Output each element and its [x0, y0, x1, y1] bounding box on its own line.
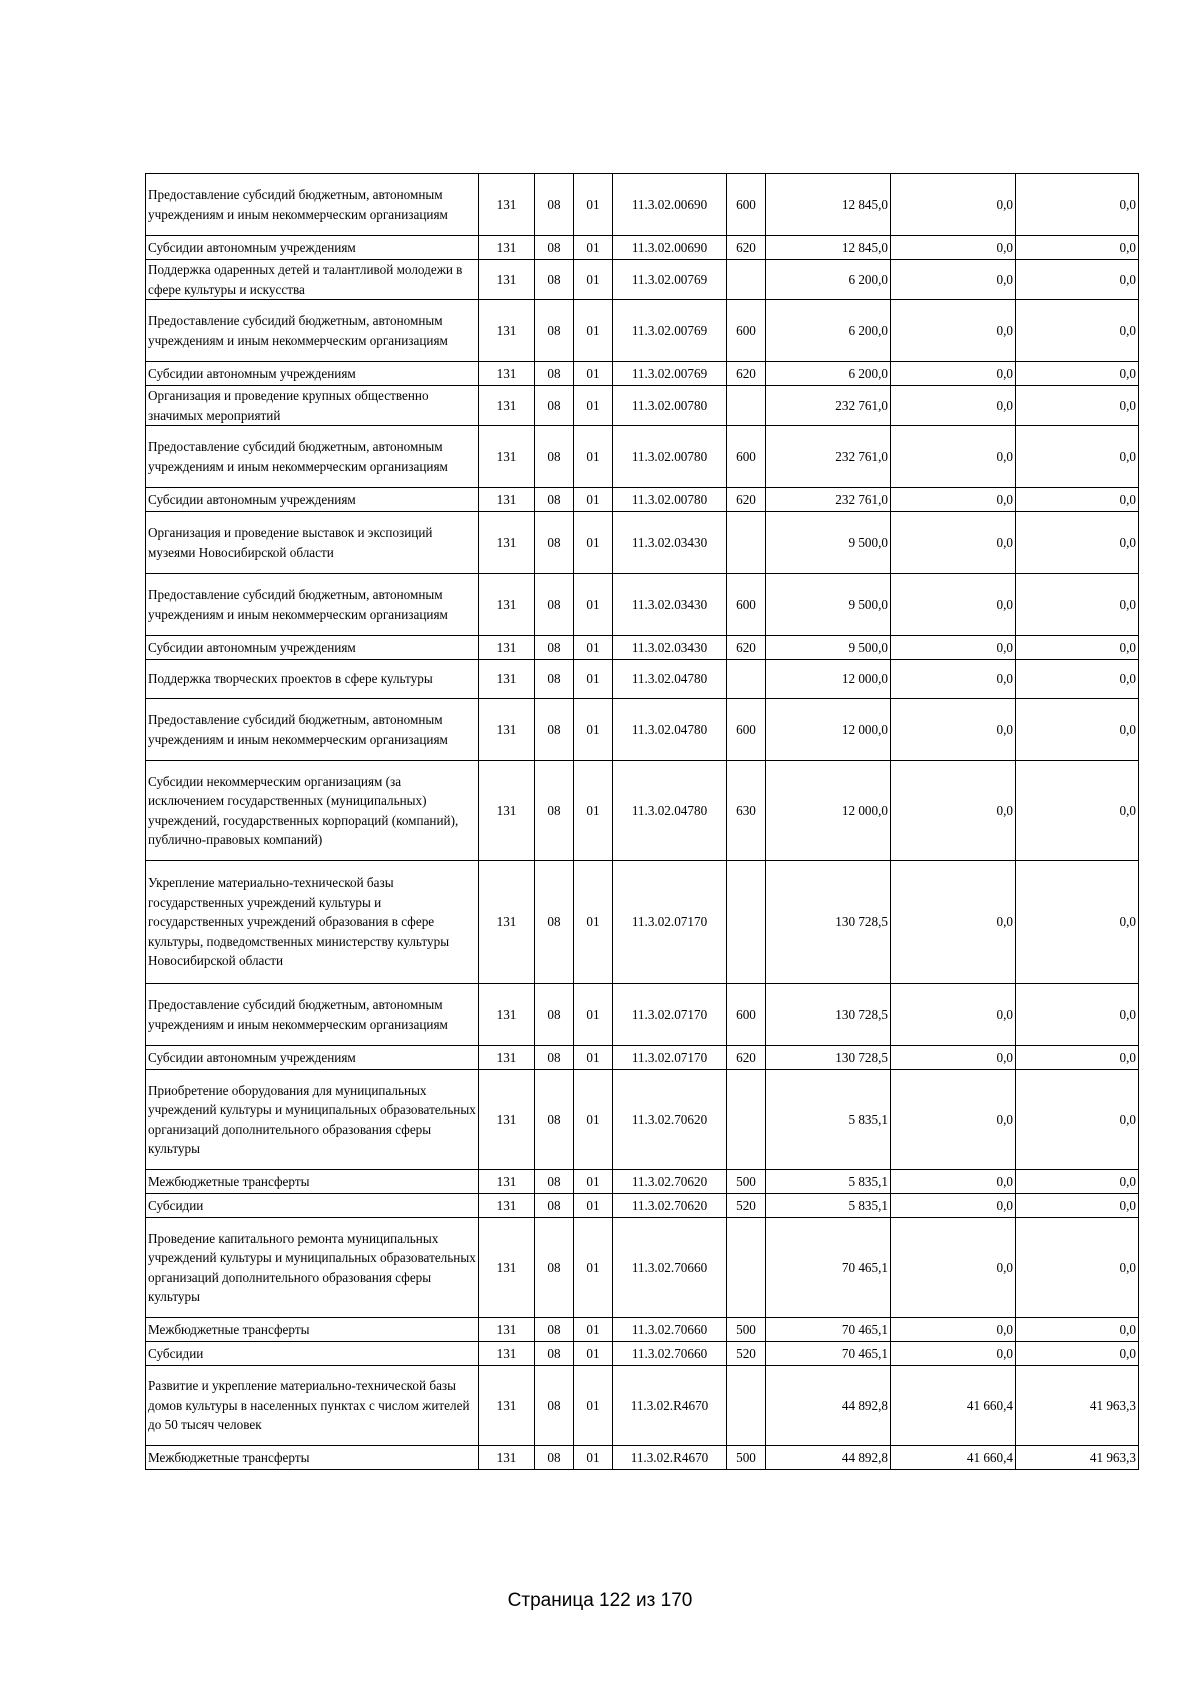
cell-subsection: 01: [574, 861, 613, 984]
cell-target-article: 11.3.02.70660: [613, 1342, 727, 1366]
cell-section: 08: [535, 1070, 574, 1170]
cell-section: 08: [535, 1194, 574, 1218]
table-row: [146, 174, 1139, 236]
cell-amount-year1: 12 000,0: [766, 660, 891, 699]
table-row: [146, 574, 1139, 636]
cell-subsection: 01: [574, 236, 613, 260]
cell-amount-year3: 41 963,3: [1016, 1366, 1139, 1446]
cell-amount-year1: 5 835,1: [766, 1070, 891, 1170]
cell-amount-year3: 0,0: [1016, 1318, 1139, 1342]
cell-name: Поддержка творческих проектов в сфере культуры: [146, 660, 479, 699]
cell-amount-year1: 12 000,0: [766, 699, 891, 761]
cell-amount-year3: 0,0: [1016, 1046, 1139, 1070]
cell-target-article: 11.3.02.70660: [613, 1218, 727, 1318]
cell-grbs: 131: [479, 174, 535, 236]
cell-name: Укрепление материально-технической базы государственных учреждений культуры и государственных учреждений образования в сфере культуры, подведомственных министерству культуры Новосибирской области: [146, 861, 479, 984]
cell-amount-year3: 0,0: [1016, 260, 1139, 300]
cell-expense-type: [727, 1070, 766, 1170]
cell-subsection: 01: [574, 300, 613, 362]
cell-amount-year2: 0,0: [891, 861, 1016, 984]
cell-name: Организация и проведение крупных общественно значимых мероприятий: [146, 386, 479, 426]
cell-subsection: 01: [574, 1070, 613, 1170]
cell-grbs: 131: [479, 1366, 535, 1446]
cell-name: Развитие и укрепление материально-технической базы домов культуры в населенных пунктах с числом жителей до 50 тысяч человек: [146, 1366, 479, 1446]
cell-section: 08: [535, 1170, 574, 1194]
cell-amount-year2: 0,0: [891, 1342, 1016, 1366]
cell-expense-type: 620: [727, 362, 766, 386]
cell-section: 08: [535, 574, 574, 636]
cell-section: 08: [535, 488, 574, 512]
cell-amount-year1: 6 200,0: [766, 362, 891, 386]
cell-subsection: 01: [574, 699, 613, 761]
cell-grbs: 131: [479, 660, 535, 699]
cell-amount-year3: 0,0: [1016, 488, 1139, 512]
cell-section: 08: [535, 1046, 574, 1070]
cell-target-article: 11.3.02.70660: [613, 1318, 727, 1342]
cell-amount-year1: 6 200,0: [766, 260, 891, 300]
cell-amount-year3: 0,0: [1016, 386, 1139, 426]
table-row: [146, 426, 1139, 488]
cell-amount-year1: 5 835,1: [766, 1170, 891, 1194]
table-row: [146, 300, 1139, 362]
cell-amount-year3: 0,0: [1016, 984, 1139, 1046]
cell-subsection: 01: [574, 386, 613, 426]
cell-expense-type: 500: [727, 1170, 766, 1194]
table-body: [146, 174, 1139, 1470]
cell-grbs: 131: [479, 699, 535, 761]
table-row: [146, 488, 1139, 512]
cell-subsection: 01: [574, 260, 613, 300]
cell-expense-type: 600: [727, 300, 766, 362]
cell-expense-type: [727, 386, 766, 426]
cell-amount-year1: 232 761,0: [766, 426, 891, 488]
table-row: [146, 1318, 1139, 1342]
cell-name: Предоставление субсидий бюджетным, автономным учреждениям и иным некоммерческим организациям: [146, 300, 479, 362]
cell-subsection: 01: [574, 362, 613, 386]
cell-section: 08: [535, 1318, 574, 1342]
cell-amount-year2: 0,0: [891, 236, 1016, 260]
cell-amount-year3: 0,0: [1016, 861, 1139, 984]
cell-section: 08: [535, 984, 574, 1046]
cell-name: Субсидии автономным учреждениям: [146, 488, 479, 512]
cell-amount-year2: 0,0: [891, 1318, 1016, 1342]
cell-name: Субсидии автономным учреждениям: [146, 362, 479, 386]
cell-grbs: 131: [479, 362, 535, 386]
cell-grbs: 131: [479, 1046, 535, 1070]
cell-name: Межбюджетные трансферты: [146, 1318, 479, 1342]
cell-subsection: 01: [574, 1194, 613, 1218]
cell-amount-year3: 0,0: [1016, 1218, 1139, 1318]
cell-target-article: 11.3.02.07170: [613, 984, 727, 1046]
cell-target-article: 11.3.02.R4670: [613, 1446, 727, 1470]
page-number: Страница 122 из 170: [507, 1590, 693, 1611]
cell-target-article: 11.3.02.07170: [613, 1046, 727, 1070]
cell-name: Субсидии некоммерческим организациям (за исключением государственных (муниципальных) учреждений, государственных корпораций (компаний), публично-правовых компаний): [146, 761, 479, 861]
cell-target-article: 11.3.02.00769: [613, 362, 727, 386]
cell-amount-year2: 0,0: [891, 636, 1016, 660]
cell-section: 08: [535, 386, 574, 426]
cell-subsection: 01: [574, 1046, 613, 1070]
table-row: [146, 1366, 1139, 1446]
cell-amount-year1: 12 845,0: [766, 236, 891, 260]
table-row: [146, 1218, 1139, 1318]
cell-amount-year2: 0,0: [891, 761, 1016, 861]
cell-amount-year3: 0,0: [1016, 761, 1139, 861]
cell-name: Субсидии автономным учреждениям: [146, 236, 479, 260]
cell-amount-year3: 0,0: [1016, 660, 1139, 699]
cell-amount-year2: 0,0: [891, 426, 1016, 488]
cell-amount-year2: 0,0: [891, 300, 1016, 362]
cell-amount-year3: 41 963,3: [1016, 1446, 1139, 1470]
cell-grbs: 131: [479, 761, 535, 861]
cell-subsection: 01: [574, 984, 613, 1046]
cell-amount-year1: 44 892,8: [766, 1366, 891, 1446]
cell-amount-year1: 12 000,0: [766, 761, 891, 861]
cell-expense-type: 600: [727, 426, 766, 488]
cell-name: Приобретение оборудования для муниципальных учреждений культуры и муниципальных образовательных организаций дополнительного образования сферы культуры: [146, 1070, 479, 1170]
cell-section: 08: [535, 699, 574, 761]
cell-amount-year2: 0,0: [891, 1046, 1016, 1070]
cell-section: 08: [535, 1446, 574, 1470]
cell-target-article: 11.3.02.00780: [613, 426, 727, 488]
cell-amount-year1: 130 728,5: [766, 1046, 891, 1070]
cell-subsection: 01: [574, 761, 613, 861]
cell-amount-year1: 130 728,5: [766, 984, 891, 1046]
cell-name: Межбюджетные трансферты: [146, 1170, 479, 1194]
cell-section: 08: [535, 1218, 574, 1318]
cell-amount-year3: 0,0: [1016, 1342, 1139, 1366]
cell-grbs: 131: [479, 1218, 535, 1318]
table-row: [146, 260, 1139, 300]
cell-target-article: 11.3.02.00780: [613, 488, 727, 512]
cell-amount-year1: 9 500,0: [766, 636, 891, 660]
cell-amount-year3: 0,0: [1016, 1070, 1139, 1170]
cell-subsection: 01: [574, 1342, 613, 1366]
cell-target-article: 11.3.02.04780: [613, 660, 727, 699]
cell-subsection: 01: [574, 1318, 613, 1342]
cell-target-article: 11.3.02.R4670: [613, 1366, 727, 1446]
cell-expense-type: [727, 512, 766, 574]
cell-subsection: 01: [574, 512, 613, 574]
cell-name: Организация и проведение выставок и экспозиций музеями Новосибирской области: [146, 512, 479, 574]
cell-target-article: 11.3.02.07170: [613, 861, 727, 984]
cell-amount-year2: 0,0: [891, 699, 1016, 761]
cell-amount-year3: 0,0: [1016, 174, 1139, 236]
cell-expense-type: [727, 1218, 766, 1318]
cell-expense-type: [727, 861, 766, 984]
table-row: [146, 1446, 1139, 1470]
table-row: [146, 1194, 1139, 1218]
cell-target-article: 11.3.02.70620: [613, 1070, 727, 1170]
cell-subsection: 01: [574, 1170, 613, 1194]
cell-section: 08: [535, 861, 574, 984]
cell-expense-type: 620: [727, 636, 766, 660]
cell-name: Предоставление субсидий бюджетным, автономным учреждениям и иным некоммерческим организациям: [146, 699, 479, 761]
cell-amount-year3: 0,0: [1016, 512, 1139, 574]
table-row: [146, 660, 1139, 699]
cell-grbs: 131: [479, 300, 535, 362]
cell-section: 08: [535, 660, 574, 699]
cell-grbs: 131: [479, 488, 535, 512]
cell-amount-year2: 0,0: [891, 1194, 1016, 1218]
cell-amount-year1: 5 835,1: [766, 1194, 891, 1218]
table-row: [146, 1342, 1139, 1366]
cell-amount-year3: 0,0: [1016, 362, 1139, 386]
cell-name: Поддержка одаренных детей и талантливой молодежи в сфере культуры и искусства: [146, 260, 479, 300]
cell-grbs: 131: [479, 260, 535, 300]
cell-subsection: 01: [574, 1218, 613, 1318]
cell-grbs: 131: [479, 861, 535, 984]
cell-subsection: 01: [574, 636, 613, 660]
budget-table: [145, 173, 1139, 1470]
cell-name: Предоставление субсидий бюджетным, автономным учреждениям и иным некоммерческим организациям: [146, 984, 479, 1046]
table-row: [146, 861, 1139, 984]
cell-name: Субсидии: [146, 1342, 479, 1366]
cell-subsection: 01: [574, 1366, 613, 1446]
table-row: [146, 761, 1139, 861]
cell-grbs: 131: [479, 1170, 535, 1194]
cell-amount-year3: 0,0: [1016, 426, 1139, 488]
cell-grbs: 131: [479, 984, 535, 1046]
cell-target-article: 11.3.02.70620: [613, 1170, 727, 1194]
cell-amount-year2: 0,0: [891, 660, 1016, 699]
cell-amount-year3: 0,0: [1016, 699, 1139, 761]
cell-section: 08: [535, 174, 574, 236]
cell-subsection: 01: [574, 174, 613, 236]
cell-amount-year2: 0,0: [891, 1218, 1016, 1318]
cell-name: Предоставление субсидий бюджетным, автономным учреждениям и иным некоммерческим организациям: [146, 426, 479, 488]
cell-grbs: 131: [479, 574, 535, 636]
table-row: [146, 984, 1139, 1046]
cell-amount-year2: 0,0: [891, 488, 1016, 512]
cell-grbs: 131: [479, 1318, 535, 1342]
cell-subsection: 01: [574, 426, 613, 488]
cell-expense-type: 620: [727, 236, 766, 260]
cell-target-article: 11.3.02.00769: [613, 300, 727, 362]
cell-grbs: 131: [479, 236, 535, 260]
cell-expense-type: 630: [727, 761, 766, 861]
cell-section: 08: [535, 512, 574, 574]
cell-amount-year2: 0,0: [891, 386, 1016, 426]
cell-name: Субсидии автономным учреждениям: [146, 1046, 479, 1070]
cell-section: 08: [535, 260, 574, 300]
cell-expense-type: 520: [727, 1194, 766, 1218]
table-row: [146, 1070, 1139, 1170]
table-row: [146, 699, 1139, 761]
cell-amount-year1: 232 761,0: [766, 386, 891, 426]
cell-amount-year2: 0,0: [891, 1070, 1016, 1170]
cell-name: Межбюджетные трансферты: [146, 1446, 479, 1470]
cell-expense-type: 500: [727, 1318, 766, 1342]
cell-section: 08: [535, 1342, 574, 1366]
cell-target-article: 11.3.02.04780: [613, 761, 727, 861]
cell-target-article: 11.3.02.00780: [613, 386, 727, 426]
cell-subsection: 01: [574, 488, 613, 512]
cell-target-article: 11.3.02.70620: [613, 1194, 727, 1218]
cell-amount-year3: 0,0: [1016, 300, 1139, 362]
cell-expense-type: 620: [727, 1046, 766, 1070]
cell-expense-type: 620: [727, 488, 766, 512]
cell-subsection: 01: [574, 574, 613, 636]
cell-name: Субсидии автономным учреждениям: [146, 636, 479, 660]
cell-amount-year2: 0,0: [891, 574, 1016, 636]
cell-section: 08: [535, 236, 574, 260]
cell-amount-year2: 0,0: [891, 1170, 1016, 1194]
table-row: [146, 1170, 1139, 1194]
cell-amount-year2: 0,0: [891, 512, 1016, 574]
cell-amount-year2: 0,0: [891, 174, 1016, 236]
table-row: [146, 1046, 1139, 1070]
cell-name: Субсидии: [146, 1194, 479, 1218]
cell-name: Предоставление субсидий бюджетным, автономным учреждениям и иным некоммерческим организациям: [146, 174, 479, 236]
cell-amount-year1: 12 845,0: [766, 174, 891, 236]
cell-target-article: 11.3.02.04780: [613, 699, 727, 761]
cell-expense-type: [727, 660, 766, 699]
cell-section: 08: [535, 426, 574, 488]
table-row: [146, 386, 1139, 426]
cell-name: Предоставление субсидий бюджетным, автономным учреждениям и иным некоммерческим организациям: [146, 574, 479, 636]
cell-grbs: 131: [479, 1194, 535, 1218]
cell-expense-type: 600: [727, 984, 766, 1046]
cell-section: 08: [535, 636, 574, 660]
cell-section: 08: [535, 761, 574, 861]
cell-section: 08: [535, 362, 574, 386]
cell-expense-type: 600: [727, 574, 766, 636]
cell-subsection: 01: [574, 1446, 613, 1470]
cell-amount-year1: 70 465,1: [766, 1218, 891, 1318]
cell-amount-year3: 0,0: [1016, 636, 1139, 660]
cell-grbs: 131: [479, 426, 535, 488]
cell-section: 08: [535, 300, 574, 362]
cell-amount-year3: 0,0: [1016, 574, 1139, 636]
cell-expense-type: [727, 1366, 766, 1446]
cell-grbs: 131: [479, 512, 535, 574]
cell-section: 08: [535, 1366, 574, 1446]
cell-subsection: 01: [574, 660, 613, 699]
cell-amount-year2: 41 660,4: [891, 1446, 1016, 1470]
cell-expense-type: 500: [727, 1446, 766, 1470]
cell-amount-year1: 70 465,1: [766, 1318, 891, 1342]
cell-name: Проведение капитального ремонта муниципальных учреждений культуры и муниципальных образовательных организаций дополнительного образования сферы культуры: [146, 1218, 479, 1318]
cell-grbs: 131: [479, 1342, 535, 1366]
cell-grbs: 131: [479, 636, 535, 660]
cell-expense-type: 600: [727, 699, 766, 761]
cell-expense-type: 520: [727, 1342, 766, 1366]
cell-expense-type: 600: [727, 174, 766, 236]
cell-target-article: 11.3.02.00690: [613, 174, 727, 236]
cell-grbs: 131: [479, 386, 535, 426]
cell-target-article: 11.3.02.03430: [613, 636, 727, 660]
cell-amount-year2: 0,0: [891, 984, 1016, 1046]
table-row: [146, 362, 1139, 386]
cell-amount-year1: 232 761,0: [766, 488, 891, 512]
cell-amount-year1: 9 500,0: [766, 574, 891, 636]
table-row: [146, 636, 1139, 660]
cell-amount-year3: 0,0: [1016, 1170, 1139, 1194]
table-row: [146, 512, 1139, 574]
cell-grbs: 131: [479, 1446, 535, 1470]
cell-amount-year2: 41 660,4: [891, 1366, 1016, 1446]
cell-amount-year1: 6 200,0: [766, 300, 891, 362]
cell-amount-year3: 0,0: [1016, 1194, 1139, 1218]
cell-amount-year3: 0,0: [1016, 236, 1139, 260]
table-row: [146, 236, 1139, 260]
cell-target-article: 11.3.02.03430: [613, 574, 727, 636]
cell-expense-type: [727, 260, 766, 300]
cell-amount-year1: 130 728,5: [766, 861, 891, 984]
cell-target-article: 11.3.02.03430: [613, 512, 727, 574]
cell-amount-year1: 44 892,8: [766, 1446, 891, 1470]
cell-amount-year1: 9 500,0: [766, 512, 891, 574]
cell-grbs: 131: [479, 1070, 535, 1170]
cell-amount-year2: 0,0: [891, 260, 1016, 300]
cell-amount-year1: 70 465,1: [766, 1342, 891, 1366]
cell-target-article: 11.3.02.00769: [613, 260, 727, 300]
cell-target-article: 11.3.02.00690: [613, 236, 727, 260]
cell-amount-year2: 0,0: [891, 362, 1016, 386]
